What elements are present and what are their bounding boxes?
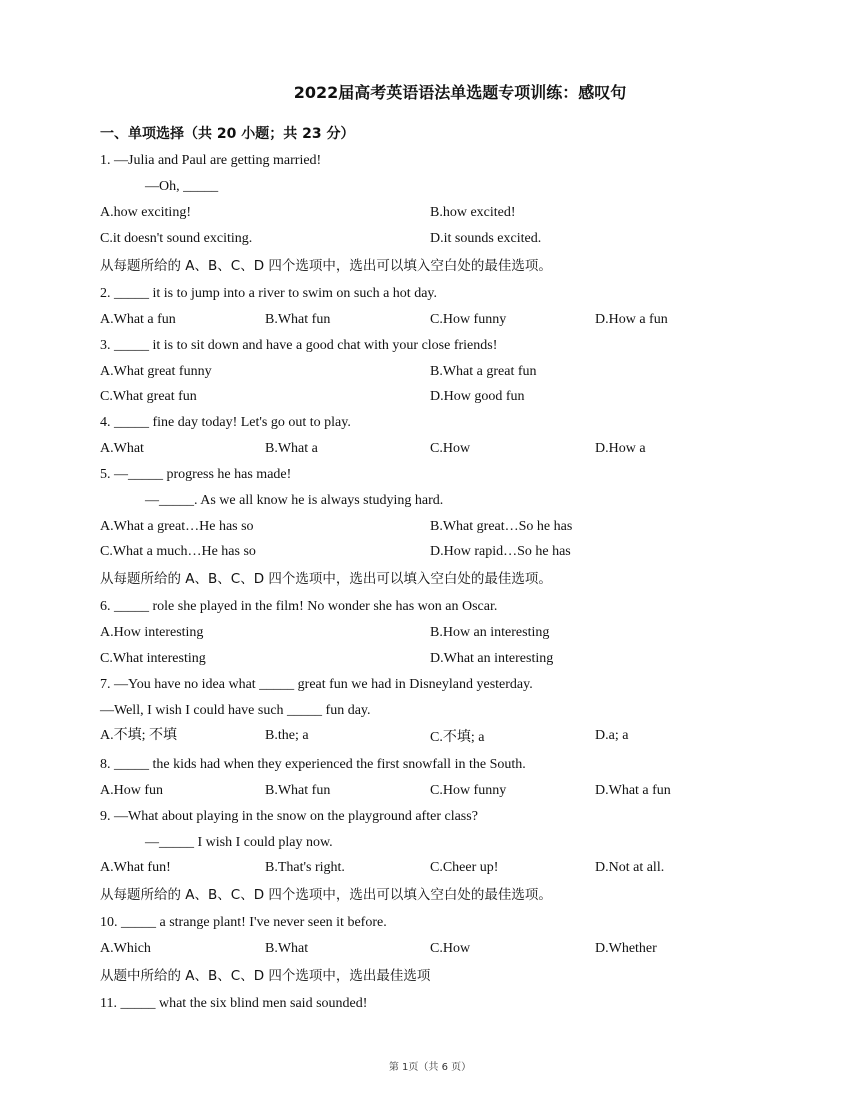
instruction-text: 从每题所给的 A、B、C、D 四个选项中，选出可以填入空白处的最佳选项。 (100, 887, 552, 903)
question-5-option-d: D.How rapid…So he has (430, 544, 571, 559)
question-4-option-c: C.How (430, 441, 471, 456)
question-7-option-c: C.不填; a (430, 730, 485, 745)
question-1-option-c: C.it doesn't sound exciting. (100, 231, 253, 246)
question-8-option-b: B.What fun (265, 783, 331, 798)
question-7-option-b: B.the; a (265, 728, 309, 743)
question-1-option-a: A.how exciting! (100, 205, 191, 220)
question-4-stem: 4. _____ fine day today! Let's go out to play. (100, 415, 351, 430)
question-2-option-b: B.What fun (265, 312, 331, 327)
question-6-option-d: D.What an interesting (430, 651, 554, 666)
question-9-option-a: A.What fun! (100, 860, 171, 875)
question-2-option-a: A.What a fun (100, 312, 176, 327)
instruction-text: 从每题所给的 A、B、C、D 四个选项中，选出可以填入空白处的最佳选项。 (100, 571, 552, 587)
question-6-option-b: B.How an interesting (430, 625, 550, 640)
question-3-option-a: A.What great funny (100, 364, 212, 379)
question-1-stem: 1. —Julia and Paul are getting married! (100, 153, 322, 168)
question-3-option-c: C.What great fun (100, 389, 197, 404)
question-10-option-a: A.Which (100, 941, 151, 956)
question-2-option-c: C.How funny (430, 312, 507, 327)
question-8-option-d: D.What a fun (595, 783, 671, 798)
question-10-option-b: B.What (265, 941, 309, 956)
question-8-option-c: C.How funny (430, 783, 507, 798)
question-11-stem: 11. _____ what the six blind men said sounded! (100, 996, 368, 1011)
question-3-stem: 3. _____ it is to sit down and have a good chat with your close friends! (100, 338, 498, 353)
question-3-option-b: B.What a great fun (430, 364, 537, 379)
question-10-stem: 10. _____ a strange plant! I've never seen it before. (100, 915, 387, 930)
question-5-stem: 5. —_____ progress he has made! (100, 467, 292, 482)
question-1-option-d: D.it sounds excited. (430, 231, 542, 246)
question-5-option-a: A.What a great…He has so (100, 519, 254, 534)
question-9-option-c: C.Cheer up! (430, 860, 499, 875)
question-5-reply: —_____. As we all know he is always studying hard. (145, 493, 444, 508)
question-10-option-c: C.How (430, 941, 471, 956)
question-4-option-a: A.What (100, 441, 144, 456)
question-1-option-b: B.how excited! (430, 205, 516, 220)
question-2-option-d: D.How a fun (595, 312, 668, 327)
question-8-stem: 8. _____ the kids had when they experienced the first snowfall in the South. (100, 757, 526, 772)
question-6-option-c: C.What interesting (100, 651, 206, 666)
question-1-reply: —Oh, _____ (145, 179, 219, 194)
question-9-option-d: D.Not at all. (595, 860, 665, 875)
question-9-reply: —_____ I wish I could play now. (145, 835, 333, 850)
question-9-option-b: B.That's right. (265, 860, 345, 875)
page-footer: 第 1页（共 6 页） (388, 1062, 472, 1073)
question-4-option-d: D.How a (595, 441, 646, 456)
question-7-option-d: D.a; a (595, 728, 629, 743)
question-3-option-d: D.How good fun (430, 389, 525, 404)
question-7-option-a: A.不填; 不填 (100, 728, 177, 743)
document-title: 2022届高考英语语法单选题专项训练：感叹句 (293, 83, 627, 102)
question-2-stem: 2. _____ it is to jump into a river to swim on such a hot day. (100, 286, 438, 301)
question-5-option-b: B.What great…So he has (430, 519, 573, 534)
question-7-reply: —Well, I wish I could have such _____ fun day. (100, 703, 371, 718)
question-6-option-a: A.How interesting (100, 625, 204, 640)
question-5-option-c: C.What a much…He has so (100, 544, 256, 559)
question-10-option-d: D.Whether (595, 941, 657, 956)
question-9-stem: 9. —What about playing in the snow on the playground after class? (100, 809, 478, 824)
instruction-text: 从题中所给的 A、B、C、D 四个选项中，选出最佳选项 (100, 968, 431, 984)
question-6-stem: 6. _____ role she played in the film! No wonder she has won an Oscar. (100, 599, 498, 614)
question-7-stem: 7. —You have no idea what _____ great fun we had in Disneyland yesterday. (100, 677, 533, 692)
section-heading: 一、单项选择（共 20 小题；共 23 分） (100, 126, 355, 142)
instruction-text: 从每题所给的 A、B、C、D 四个选项中，选出可以填入空白处的最佳选项。 (100, 258, 552, 274)
question-4-option-b: B.What a (265, 441, 318, 456)
question-8-option-a: A.How fun (100, 783, 163, 798)
